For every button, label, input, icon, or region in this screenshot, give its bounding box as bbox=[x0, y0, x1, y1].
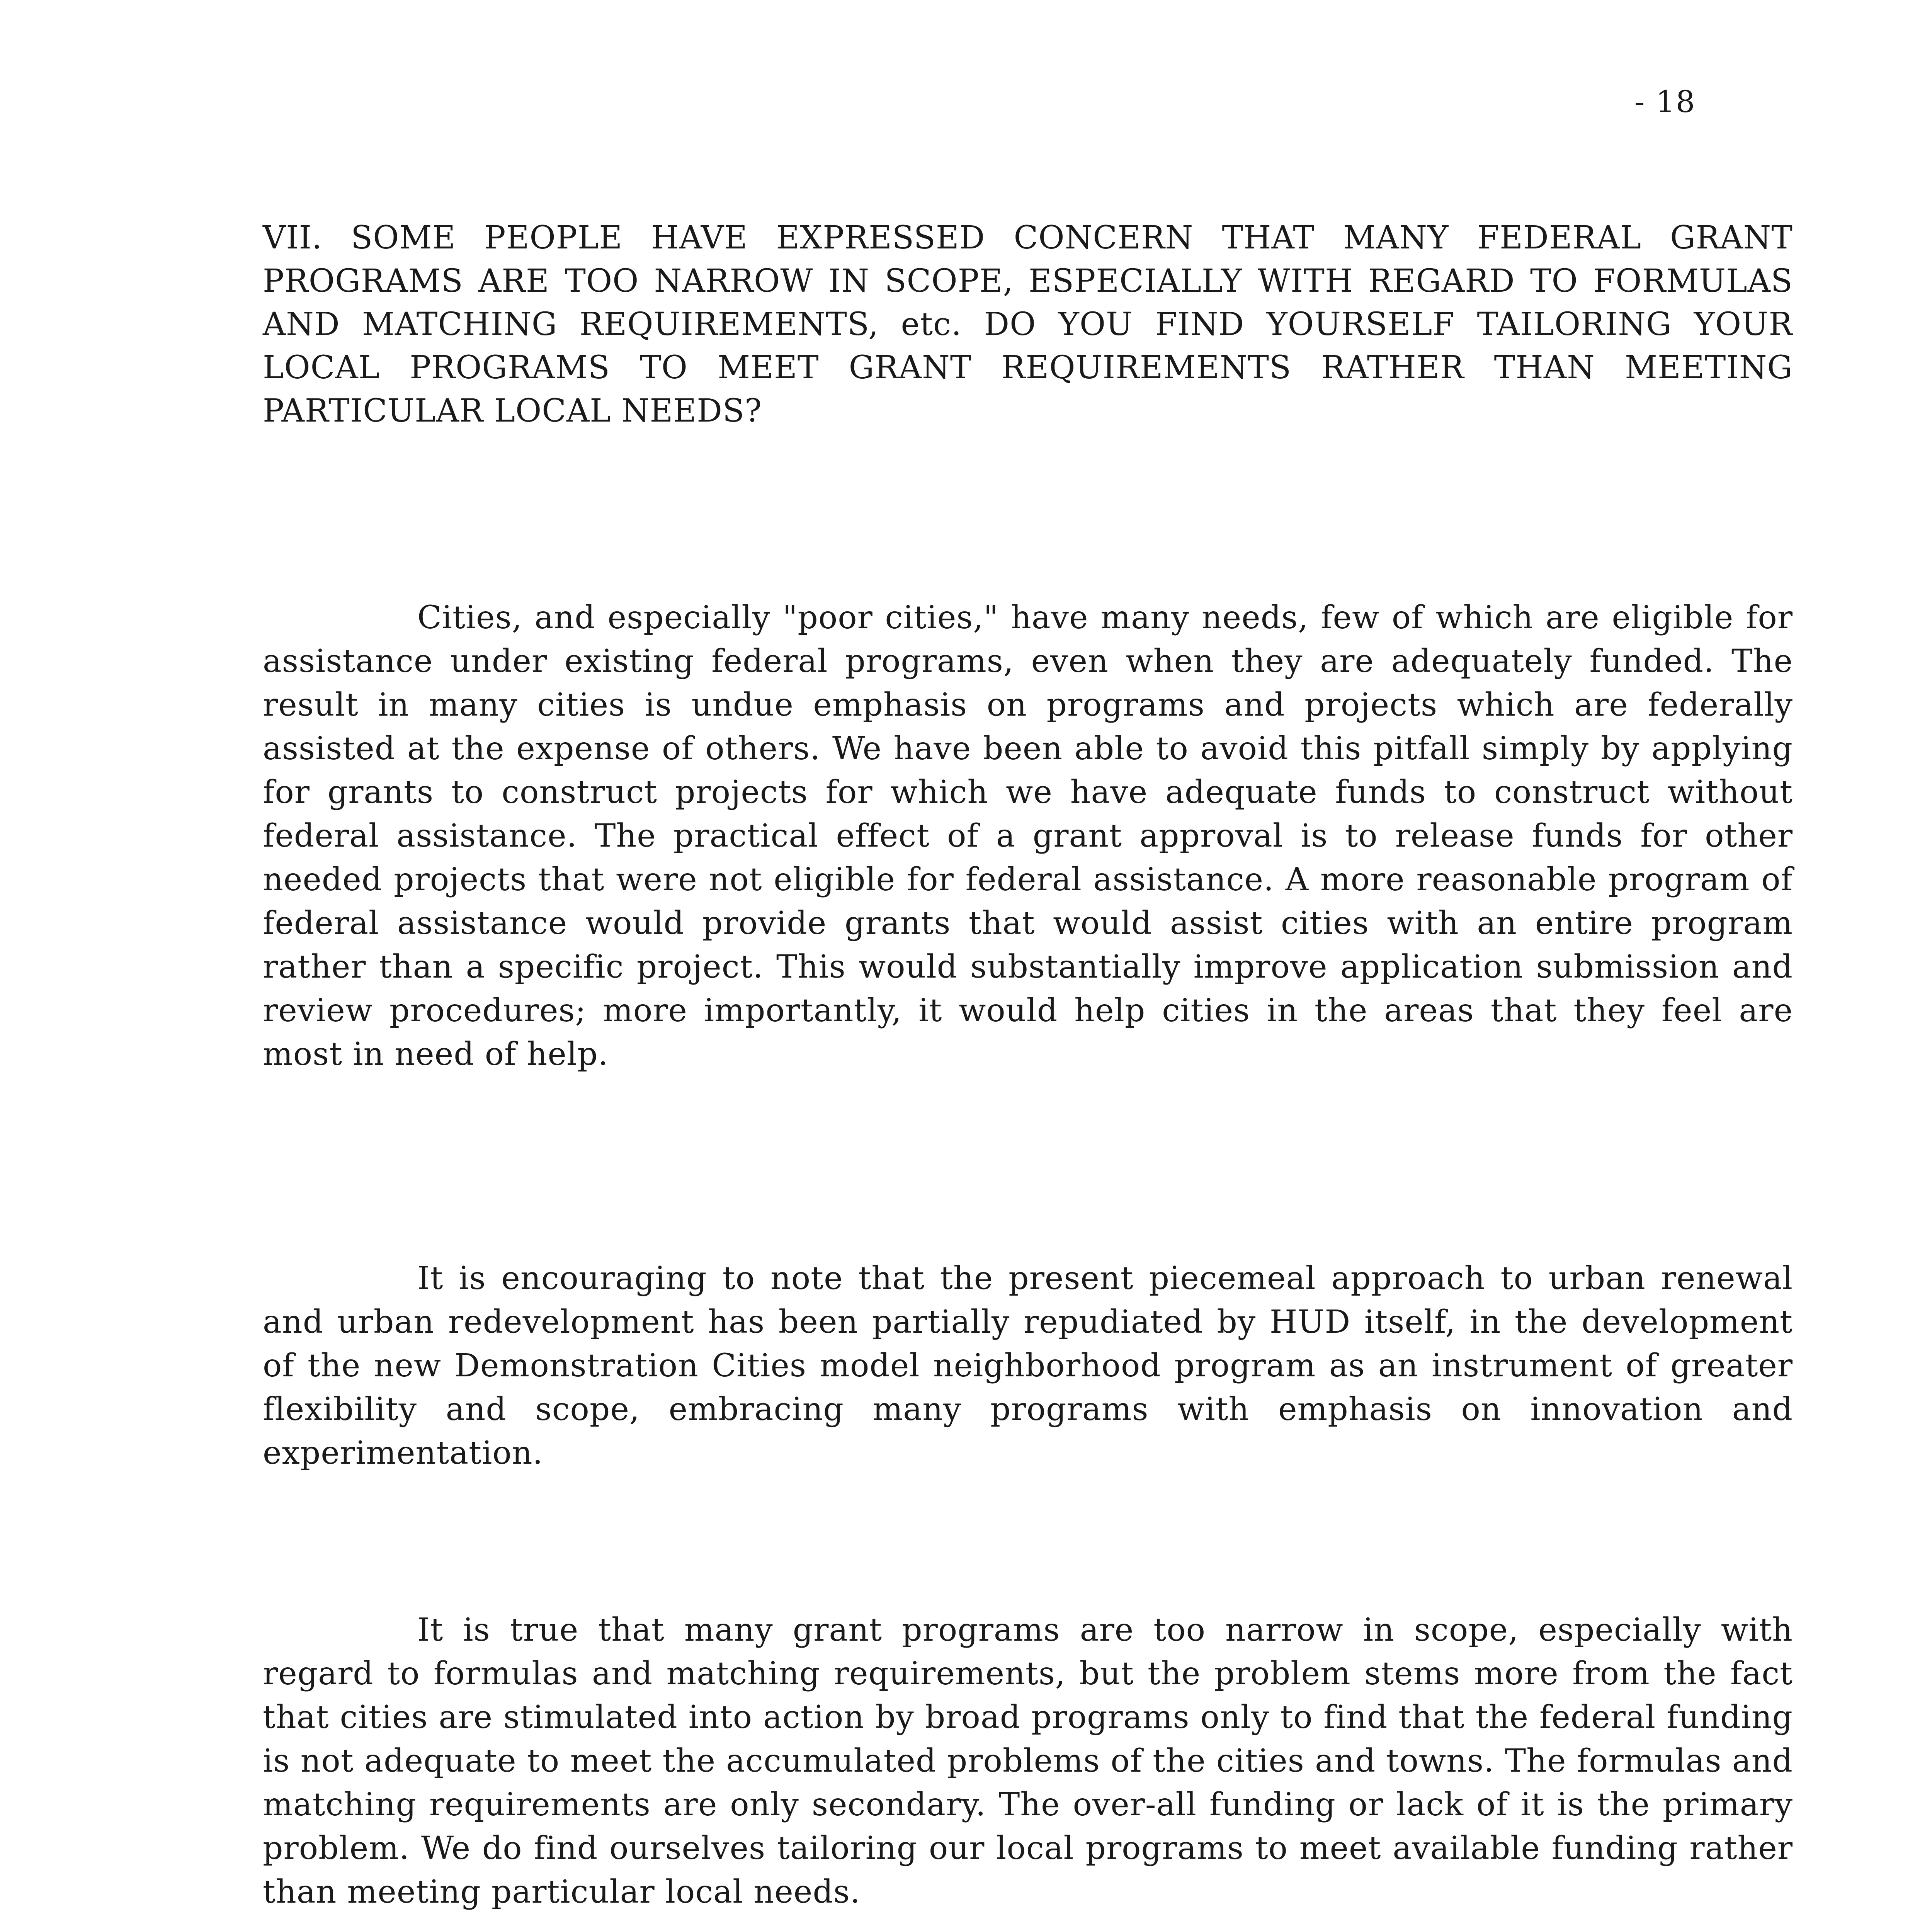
page-number: - 18 bbox=[1634, 85, 1696, 119]
paragraph-cities-needs: Cities, and especially "poor cities," have many needs, few of which are eligible for assistance under existing federal programs, even when they are adequately funded. The result in many cities is undue emphasis on programs and projects which are federally assisted at the expense of others. We have been able to avoid this pitfall simply by applying for grants to construct projects for which we have adequate funds to construct without federal assistance. The practical effect of a grant approval is to release funds for other needed projects that were not eligible for federal assistance. A more reasonable program of federal assistance would provide grants that would assist cities with an entire program rather than a specific project. This would substantially improve application submission and review procedures; more importantly, it would help cities in the areas that they feel are most in need of help. bbox=[263, 599, 1793, 1073]
question-heading: VII. SOME PEOPLE HAVE EXPRESSED CONCERN THAT MANY FEDERAL GRANT PROGRAMS ARE TOO NARROW IN SCOPE, ESPECIALLY WITH REGARD TO FORMULAS AND MATCHING REQUIREMENTS, etc. DO YOU FIND YOURSELF TAILORING YOUR LOCAL PROGRAMS TO MEET GRANT REQUIREMENTS RATHER THAN MEETING PARTICULAR LOCAL NEEDS? bbox=[263, 219, 1793, 429]
paragraph-hud-demonstration: It is encouraging to note that the present piecemeal approach to urban renewal and urban redevelopment has been partially repudiated by HUD itself, in the development of the new Demonstration Cities model neighborhood program as an instrument of greater flexibility and scope, embracing many programs with emphasis on innovation and experimentation. bbox=[263, 1260, 1793, 1471]
paragraph-narrow-scope: It is true that many grant programs are too narrow in scope, especially with regard to formulas and matching requirements, but the problem stems more from the fact that cities are stimulated into action by broad programs only to find that the federal funding is not adequate to meet the accumulated problems of the cities and towns. The formulas and matching requirements are only secondary. The over-all funding or lack of it is the primary problem. We do find ourselves tailoring our local programs to meet available funding rather than meeting particular local needs. bbox=[263, 1612, 1793, 1910]
